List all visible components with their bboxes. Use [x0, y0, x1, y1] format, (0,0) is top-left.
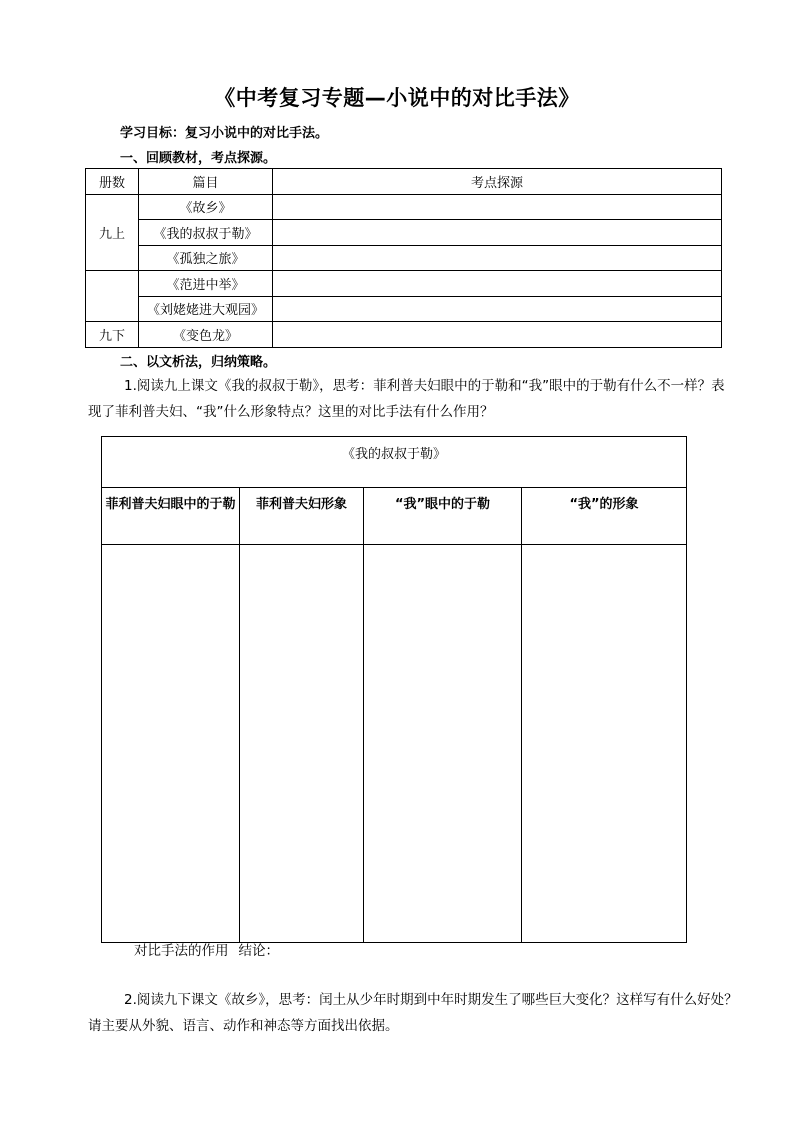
review-table-header-row — [86, 169, 722, 195]
review-table — [85, 168, 722, 348]
answer-cell — [102, 545, 240, 943]
header-philippe-view: 菲利普夫妇眼中的于勒 — [102, 488, 240, 545]
header-exam-point: 考点探源 — [273, 169, 722, 195]
answer-cell — [364, 545, 522, 943]
volume-cell: 九下 — [86, 322, 139, 348]
table-row — [86, 194, 722, 220]
analysis-table-answer-row — [102, 545, 687, 943]
analysis-table-header-row — [102, 488, 687, 545]
section1-heading: 一、回顾教材，考点探源。 — [120, 151, 277, 166]
contrast-line — [134, 939, 279, 959]
article-cell: 《变色龙》 — [139, 322, 273, 348]
article-cell: 《范进中举》 — [139, 271, 273, 297]
exam-point-cell — [273, 322, 722, 348]
contrast-label: 对比手法的作用 — [134, 943, 229, 959]
volume-cell: 九上 — [86, 194, 139, 271]
answer-cell — [240, 545, 364, 943]
header-volume: 册数 — [86, 169, 139, 195]
table-row — [86, 296, 722, 322]
header-philippe-image: 菲利普夫妇形象 — [240, 488, 364, 545]
answer-cell — [522, 545, 687, 943]
exam-point-cell — [273, 194, 722, 220]
exam-point-cell — [273, 220, 722, 246]
header-narrator-view: “我”眼中的于勒 — [364, 488, 522, 545]
article-cell: 《孤独之旅》 — [139, 245, 273, 271]
conclusion-label: 结论： — [238, 943, 279, 959]
question-1: 1.阅读九上课文《我的叔叔于勒》，思考：菲利普夫妇眼中的于勒和“我”眼中的于勒有什么不一样？表现了菲利普夫妇、“我”什么形象特点？这里的对比手法有什么作用？ — [88, 378, 725, 420]
learning-goal: 学习目标：复习小说中的对比手法。 — [120, 126, 329, 141]
exam-point-cell — [273, 245, 722, 271]
analysis-table-title: 《我的叔叔于勒》 — [102, 437, 687, 488]
article-cell: 《刘姥姥进大观园》 — [139, 296, 273, 322]
volume-cell — [86, 271, 139, 322]
header-article: 篇目 — [139, 169, 273, 195]
article-cell: 《我的叔叔于勒》 — [139, 220, 273, 246]
analysis-table — [101, 436, 687, 943]
exam-point-cell — [273, 271, 722, 297]
analysis-table-title-row — [102, 437, 687, 488]
table-row — [86, 271, 722, 297]
question-2: 2.阅读九下课文《故乡》，思考：闰土从少年时期到中年时期发生了哪些巨大变化？这样写有什么好处？请主要从外貌、语言、动作和神态等方面找出依据。 — [88, 992, 738, 1034]
table-row — [86, 322, 722, 348]
section2-heading: 二、以文析法，归纳策略。 — [120, 355, 277, 370]
page-title: 《中考复习专题—小说中的对比手法》 — [214, 86, 580, 110]
header-narrator-image: “我”的形象 — [522, 488, 687, 545]
table-row — [86, 245, 722, 271]
article-cell: 《故乡》 — [139, 194, 273, 220]
exam-point-cell — [273, 296, 722, 322]
table-row — [86, 220, 722, 246]
